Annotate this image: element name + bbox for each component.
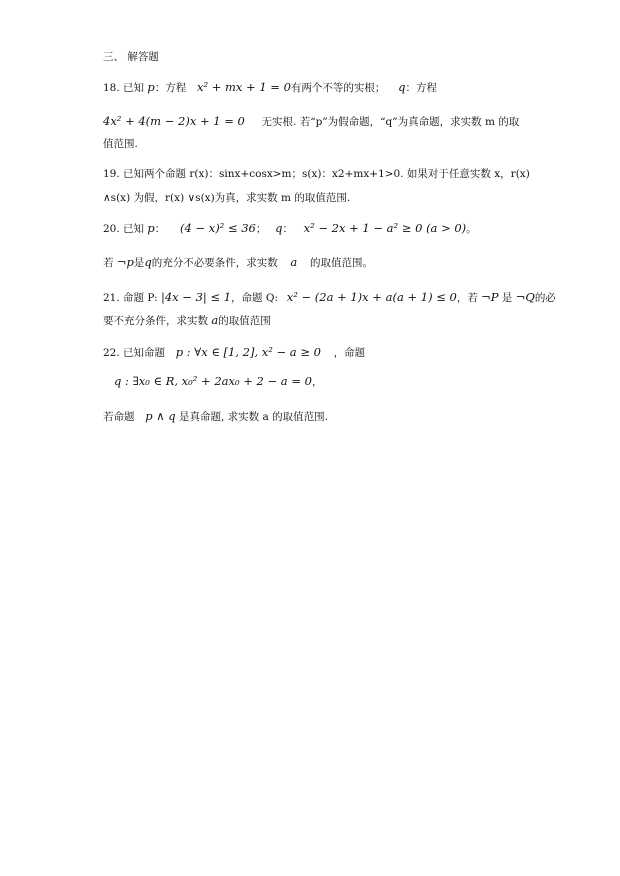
q20-text: ： xyxy=(154,223,166,235)
q20-q-symbol: q xyxy=(144,255,152,269)
q18-text: 已知 xyxy=(123,82,145,94)
q18-line-1 xyxy=(103,80,437,95)
q21-text: 要不充分条件，求实数 xyxy=(103,315,208,327)
q21-line-2 xyxy=(103,313,271,328)
q20-number: 20. xyxy=(103,223,120,235)
q18-line-2 xyxy=(103,114,519,129)
q21-not-q: ¬Q xyxy=(515,290,535,304)
q21-text: ，若 xyxy=(456,292,478,304)
q18-equation-2: 4x² + 4(m − 2)x + 1 = 0 xyxy=(103,114,245,128)
q21-line-1 xyxy=(103,290,556,305)
q18-q-symbol: q xyxy=(398,80,406,94)
q20-line-1 xyxy=(103,221,477,236)
q22-line-1 xyxy=(103,345,365,360)
q22-text: 是真命题, 求实数 a 的取值范围. xyxy=(178,411,328,423)
q18-p-symbol: p xyxy=(147,80,155,94)
q21-text: 是 xyxy=(501,292,513,304)
q20-text: ； xyxy=(255,223,267,235)
q18-text: ：方程 xyxy=(405,82,437,94)
q20-text: 是 xyxy=(133,257,145,269)
q21-variable-a: a xyxy=(211,313,219,327)
q20-line-2 xyxy=(103,255,373,270)
q21-number: 21. xyxy=(103,292,120,304)
q21-inequality-2: x² − (2a + 1)x + a(a + 1) ≤ 0 xyxy=(286,290,457,304)
q21-text: 的取值范围 xyxy=(218,315,271,327)
section-title: 三、 解答题 xyxy=(103,51,159,63)
q20-inequality-2: x² − 2x + 1 − a² ≥ 0 (a > 0) xyxy=(303,221,467,235)
q20-text: 的充分不必要条件，求实数 xyxy=(151,257,278,269)
q20-text: 若 xyxy=(103,257,114,269)
q22-line-3 xyxy=(103,409,328,424)
q21-text: 命题 P: xyxy=(123,292,158,304)
q22-text: ，命题 xyxy=(333,347,366,359)
q20-text: ： xyxy=(282,223,293,235)
q20-inequality-1: (4 − x)² ≤ 36 xyxy=(179,221,256,235)
q18-text: 有两个不等的实根； xyxy=(290,82,386,94)
q19-line-2: ∧s(x) 为假，r(x) ∨s(x)为真，求实数 m 的取值范围. xyxy=(103,192,351,204)
q22-line-2 xyxy=(114,374,322,389)
q22-number: 22. xyxy=(103,347,120,359)
q20-text: 的取值范围。 xyxy=(309,257,373,269)
q20-p-symbol: p xyxy=(147,221,155,235)
q22-proposition-p: p : ∀x ∈ [1, 2], x² − a ≥ 0 xyxy=(175,345,321,359)
q22-proposition-q: q : ∃x₀ ∈ R, x₀² + 2ax₀ + 2 − a = 0 xyxy=(114,374,312,388)
q21-not-p: ¬P xyxy=(481,290,499,304)
q20-q-symbol: q xyxy=(275,221,283,235)
q21-text: ，命题 Q: xyxy=(231,292,279,304)
q21-text: 的必 xyxy=(534,292,556,304)
q22-p-and-q: p ∧ q xyxy=(145,409,176,423)
q20-variable-a: a xyxy=(290,255,298,269)
q18-text: ：方程 xyxy=(154,82,187,94)
q22-text: 若命题 xyxy=(103,411,135,423)
q20-text: 已知 xyxy=(123,223,145,235)
q18-equation-1: x² + mx + 1 = 0 xyxy=(196,80,291,94)
q21-inequality-1: |4x − 3| ≤ 1 xyxy=(160,290,232,304)
q18-number: 18. xyxy=(103,82,120,94)
q20-not-p: ¬p xyxy=(116,255,134,269)
q18-line-3: 值范围. xyxy=(103,138,138,150)
q22-text: 已知命题 xyxy=(123,347,166,359)
q19-line-1: 19. 已知两个命题 r(x)：sinx+cosx>m；s(x)：x2+mx+1>0. 如果对于任意实数 x，r(x) xyxy=(103,168,530,180)
q20-text: 。 xyxy=(466,223,477,235)
q18-text: 无实根. 若“p”为假命题，“q”为真命题，求实数 m 的取 xyxy=(261,116,520,128)
q22-text: ， xyxy=(311,376,323,388)
